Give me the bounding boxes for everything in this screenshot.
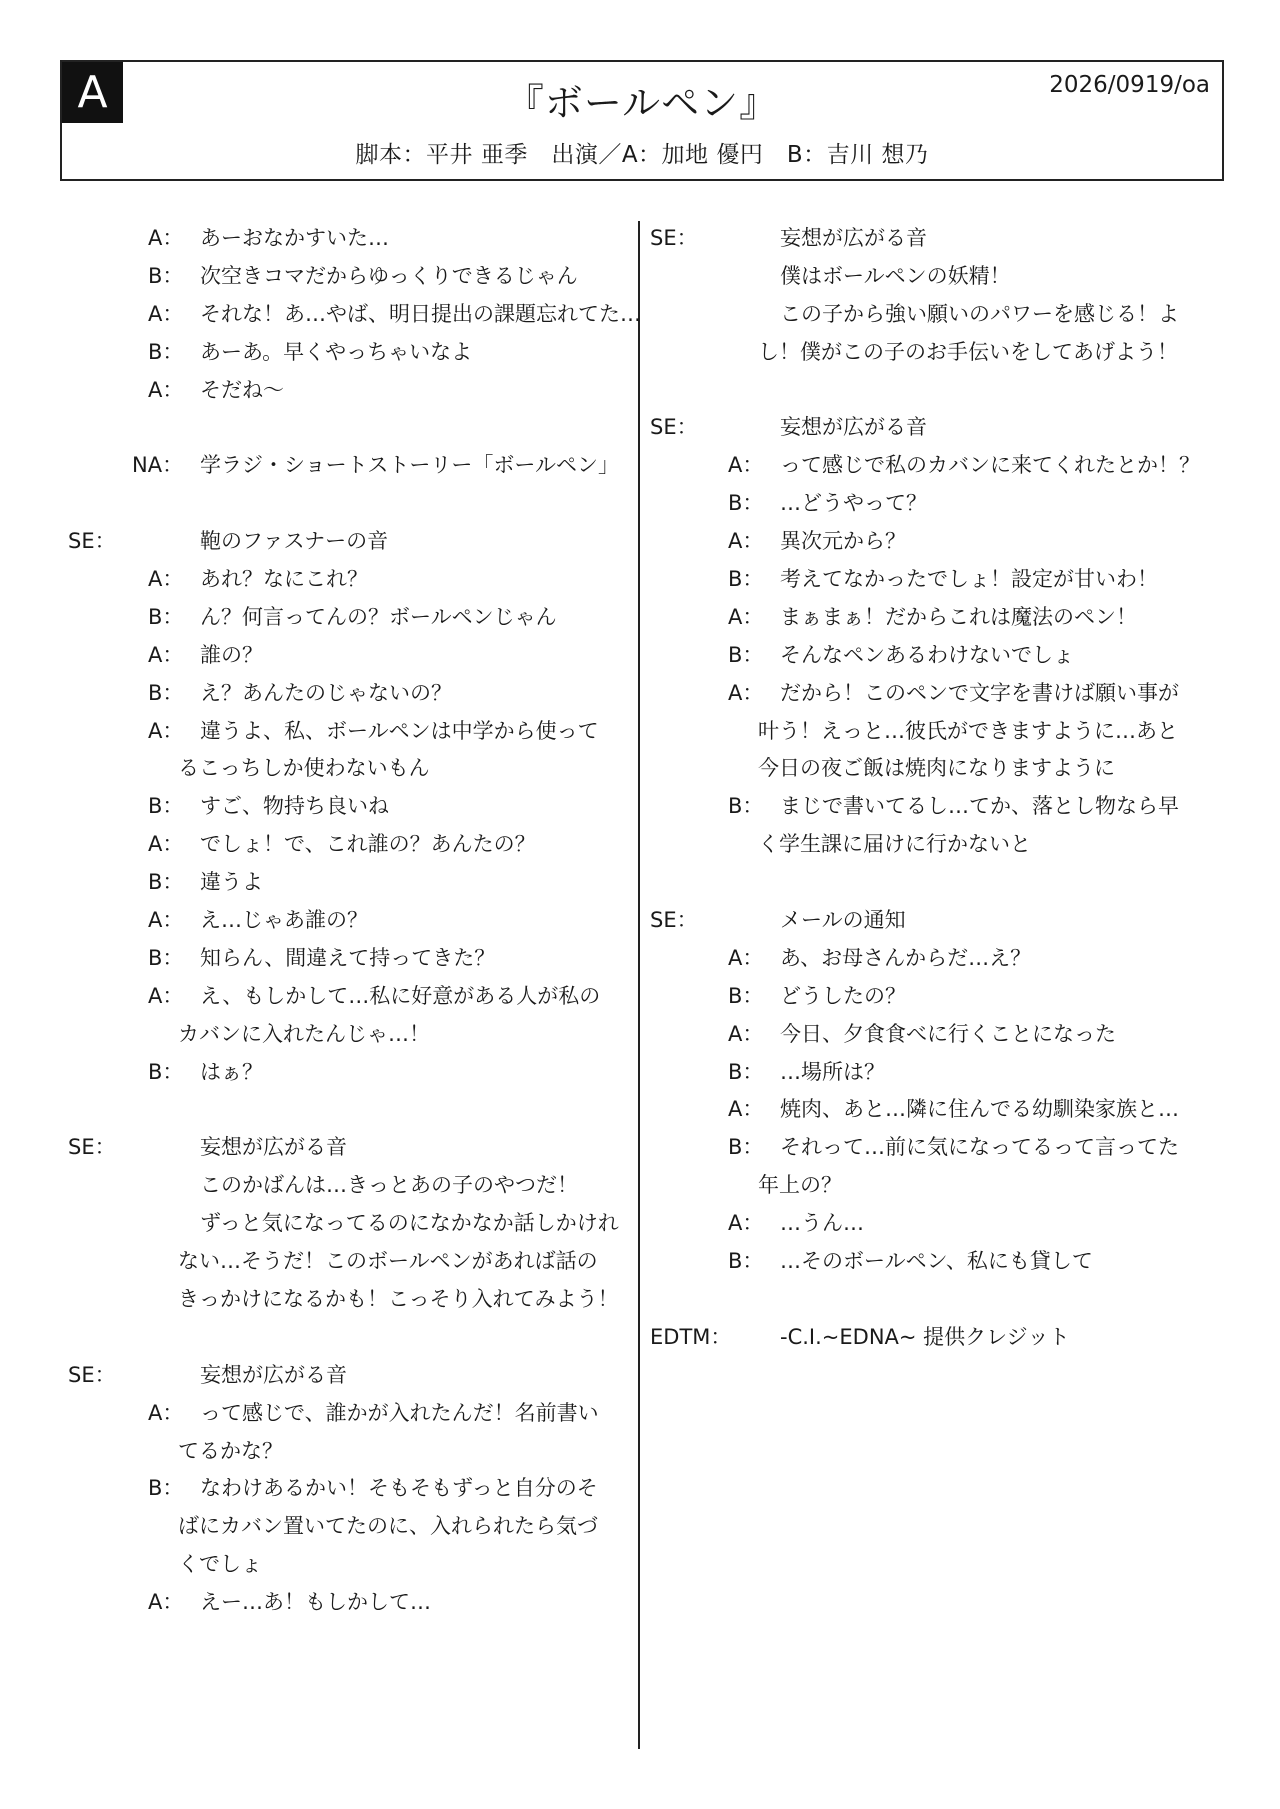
script-line [650,1129,1230,1167]
script-line [60,372,630,410]
speaker-label: B： [728,1249,764,1274]
speaker-label: A： [728,945,764,970]
script-line [60,1433,630,1471]
speaker-label: A： [148,983,184,1008]
script-line [650,485,1230,523]
dialogue-text: この子から強い願いのパワーを感じる！よ [780,301,1179,326]
script-line [60,1470,630,1508]
dialogue-text: きっかけになるかも！こっそり入れてみよう！ [178,1286,619,1311]
blank-line [60,1091,630,1129]
dialogue-text: そだね〜 [200,377,284,402]
script-line [60,1395,630,1433]
speaker-label: A： [728,1211,764,1236]
script-line [650,220,1230,258]
dialogue-text: く学生課に届けに行かないと [758,832,1031,857]
script-line [60,220,630,258]
blank-line [650,1281,1230,1319]
speaker-label: A： [148,301,184,326]
dialogue-text: ばにカバン置いてたのに、入れられたら気づ [178,1514,598,1539]
dialogue-text: え、もしかして…私に好意がある人が私の [200,983,601,1008]
dialogue-text: だから！このペンで文字を書けば願い事が [780,680,1179,705]
script-line [60,561,630,599]
dialogue-text: てるかな？ [178,1438,283,1463]
script-line [650,561,1230,599]
dialogue-text: でしょ！で、これ誰の？あんたの？ [200,832,536,857]
script-line [60,599,630,637]
script-line [650,258,1230,296]
dialogue-text: ない…そうだ！このボールペンがあれば話の [178,1249,598,1274]
speaker-label: A： [148,642,184,667]
dialogue-text: 鞄のファスナーの音 [200,529,389,554]
script-line [60,675,630,713]
script-line [650,902,1230,940]
speaker-label: B： [148,794,184,819]
script-line [650,1016,1230,1054]
script-line [650,940,1230,978]
speaker-label: B： [148,680,184,705]
script-line [650,447,1230,485]
dialogue-text: カバンに入れたんじゃ…！ [178,1021,430,1046]
speaker-label: B： [148,870,184,895]
speaker-label: B： [728,1135,764,1160]
script-line [60,1546,630,1584]
script-line [60,1167,630,1205]
script-line [60,523,630,561]
speaker-label: SE： [68,1135,116,1160]
script-line [60,826,630,864]
script-line [60,1205,630,1243]
dialogue-text: …どうやって？ [780,491,927,516]
speaker-label: B： [148,1059,184,1084]
script-line [60,1054,630,1092]
dialogue-text: ずっと気になってるのになかなか話しかけれ [200,1211,619,1236]
script-line [650,1054,1230,1092]
speaker-label: B： [728,567,764,592]
dialogue-text: え？あんたのじゃないの？ [200,680,452,705]
speaker-label: A： [728,453,764,478]
script-line [60,1281,630,1319]
dialogue-text: メールの通知 [780,908,906,933]
script-line [650,713,1230,751]
broadcast-date: 2026/0919/oa [1049,72,1210,98]
script-line [60,940,630,978]
dialogue-text: 僕はボールペンの妖精！ [780,263,1011,288]
script-line [650,599,1230,637]
column-divider [638,221,640,1749]
script-header [60,60,1224,181]
dialogue-text: 今日、夕食食べに行くことになった [780,1021,1116,1046]
script-line [650,675,1230,713]
dialogue-text: あーおなかすいた… [200,226,389,250]
script-line [60,1508,630,1546]
version-badge: A [62,62,123,123]
speaker-label: B： [148,604,184,629]
speaker-label: B： [728,642,764,667]
speaker-label: B： [148,945,184,970]
dialogue-text: 違うよ [200,870,263,895]
blank-line [60,409,630,447]
speaker-label: A： [728,680,764,705]
script-line [60,296,641,334]
dialogue-text: あーあ。早くやっちゃいなよ [200,339,473,364]
speaker-label: A： [148,1590,184,1615]
dialogue-text: …場所は？ [780,1059,885,1084]
speaker-label: A： [148,567,184,592]
script-line [650,1167,1230,1205]
speaker-label: EDTM： [650,1324,732,1349]
script-line [60,713,630,751]
script-line [60,788,630,826]
speaker-label: NA： [132,453,184,478]
dialogue-text: 妄想が広がる音 [780,226,927,250]
script-line [60,1129,630,1167]
speaker-label: A： [728,604,764,629]
speaker-label: B： [148,263,184,288]
dialogue-text: まじで書いてるし…てか、落とし物なら早 [780,794,1179,819]
dialogue-text: それって…前に気になってるって言ってた [780,1135,1179,1160]
script-line [60,978,630,1016]
script-line [60,1243,630,1281]
dialogue-text: 違うよ、私、ボールペンは中学から使って [200,718,599,743]
dialogue-text: くでしょ [178,1552,262,1577]
blank-line [60,485,630,523]
speaker-label: A： [148,718,184,743]
script-line [650,1243,1230,1281]
speaker-label: B： [148,1476,184,1501]
dialogue-text: 次空きコマだからゆっくりできるじゃん [200,263,578,288]
speaker-label: SE： [650,415,698,440]
blank-line [650,372,1230,410]
dialogue-text: 叶う！えっと…彼氏ができますように…あと [758,718,1178,743]
script-line [650,334,1230,372]
speaker-label: A： [148,832,184,857]
dialogue-text: …うん… [780,1211,864,1236]
speaker-label: B： [728,1059,764,1084]
dialogue-text: 誰の？ [200,642,263,667]
script-line [60,334,630,372]
dialogue-text: まぁまぁ！だからこれは魔法のペン！ [780,604,1137,629]
dialogue-text: どうしたの？ [780,983,906,1008]
dialogue-text: -C.I.~EDNA~ 提供クレジット [780,1324,1070,1349]
script-line [60,1584,630,1622]
script-line [60,1016,630,1054]
dialogue-text: えー…あ！もしかして… [200,1590,431,1615]
dialogue-text: 知らん、間違えて持ってきた？ [200,945,496,970]
dialogue-text: はぁ？ [200,1059,263,1084]
dialogue-text: って感じで私のカバンに来てくれたとか！？ [780,453,1200,478]
speaker-label: B： [728,794,764,819]
script-line [650,296,1230,334]
script-line [650,523,1230,561]
script-column-right [650,220,1230,1357]
dialogue-text: 学ラジ・ショートストーリー「ボールペン」 [200,453,619,478]
speaker-label: A： [728,529,764,554]
script-line [650,1205,1230,1243]
dialogue-text: あ、お母さんからだ…え？ [780,945,1032,970]
script-line [650,1319,1230,1357]
dialogue-text: 今日の夜ご飯は焼肉になりますように [758,756,1115,781]
speaker-label: B： [728,983,764,1008]
speaker-label: SE： [650,908,698,933]
script-line [650,409,1230,447]
script-line [650,1091,1230,1129]
dialogue-text: あれ？なにこれ？ [200,567,368,592]
dialogue-text: ん？何言ってんの？ボールペンじゃん [200,604,557,629]
speaker-label: B： [728,491,764,516]
script-title: 『ボールペン』 [505,81,779,125]
speaker-label: A： [728,1021,764,1046]
speaker-label: A： [728,1097,764,1122]
dialogue-text: って感じで、誰かが入れたんだ！名前書い [200,1400,599,1425]
dialogue-text: 妄想が広がる音 [200,1362,347,1387]
blank-line [60,1319,630,1357]
dialogue-text: 年上の？ [758,1173,842,1198]
dialogue-text: 妄想が広がる音 [780,415,927,440]
script-line [60,258,630,296]
speaker-label: SE： [650,226,698,250]
speaker-label: B： [148,339,184,364]
script-line [60,902,630,940]
script-line [60,750,630,788]
dialogue-text: え…じゃあ誰の？ [200,908,368,933]
dialogue-text: るこっちしか使わないもん [178,756,430,781]
speaker-label: A： [148,908,184,933]
dialogue-text: すご、物持ち良いね [200,794,389,819]
script-line [60,637,630,675]
dialogue-text: それな！あ…やば、明日提出の課題忘れてた… [200,301,641,326]
script-line [60,1357,630,1395]
speaker-label: A： [148,1400,184,1425]
dialogue-text: なわけあるかい！そもそもずっと自分のそ [200,1476,598,1501]
script-line [650,788,1230,826]
dialogue-text: 妄想が広がる音 [200,1135,347,1160]
dialogue-text: 異次元から？ [780,529,906,554]
dialogue-text: 考えてなかったでしょ！設定が甘いわ！ [780,567,1158,592]
dialogue-text: このかばんは…きっとあの子のやつだ！ [200,1173,578,1198]
script-line [650,978,1230,1016]
blank-line [650,864,1230,902]
dialogue-text: 焼肉、あと…隣に住んでる幼馴染家族と… [780,1097,1179,1122]
script-line [650,826,1230,864]
speaker-label: SE： [68,529,116,554]
dialogue-text: …そのボールペン、私にも貸して [780,1249,1093,1274]
script-line [650,750,1230,788]
script-line [650,637,1230,675]
dialogue-text: し！僕がこの子のお手伝いをしてあげよう！ [758,339,1178,364]
cast-credits: 脚本：平井 亜季 出演／A：加地 優円 B：吉川 想乃 [355,142,929,168]
speaker-label: SE： [68,1362,116,1387]
script-column-left [60,220,641,1622]
script-line [60,864,630,902]
speaker-label: A： [148,226,184,250]
dialogue-text: そんなペンあるわけないでしょ [780,642,1074,667]
speaker-label: A： [148,377,184,402]
script-line [60,447,630,485]
